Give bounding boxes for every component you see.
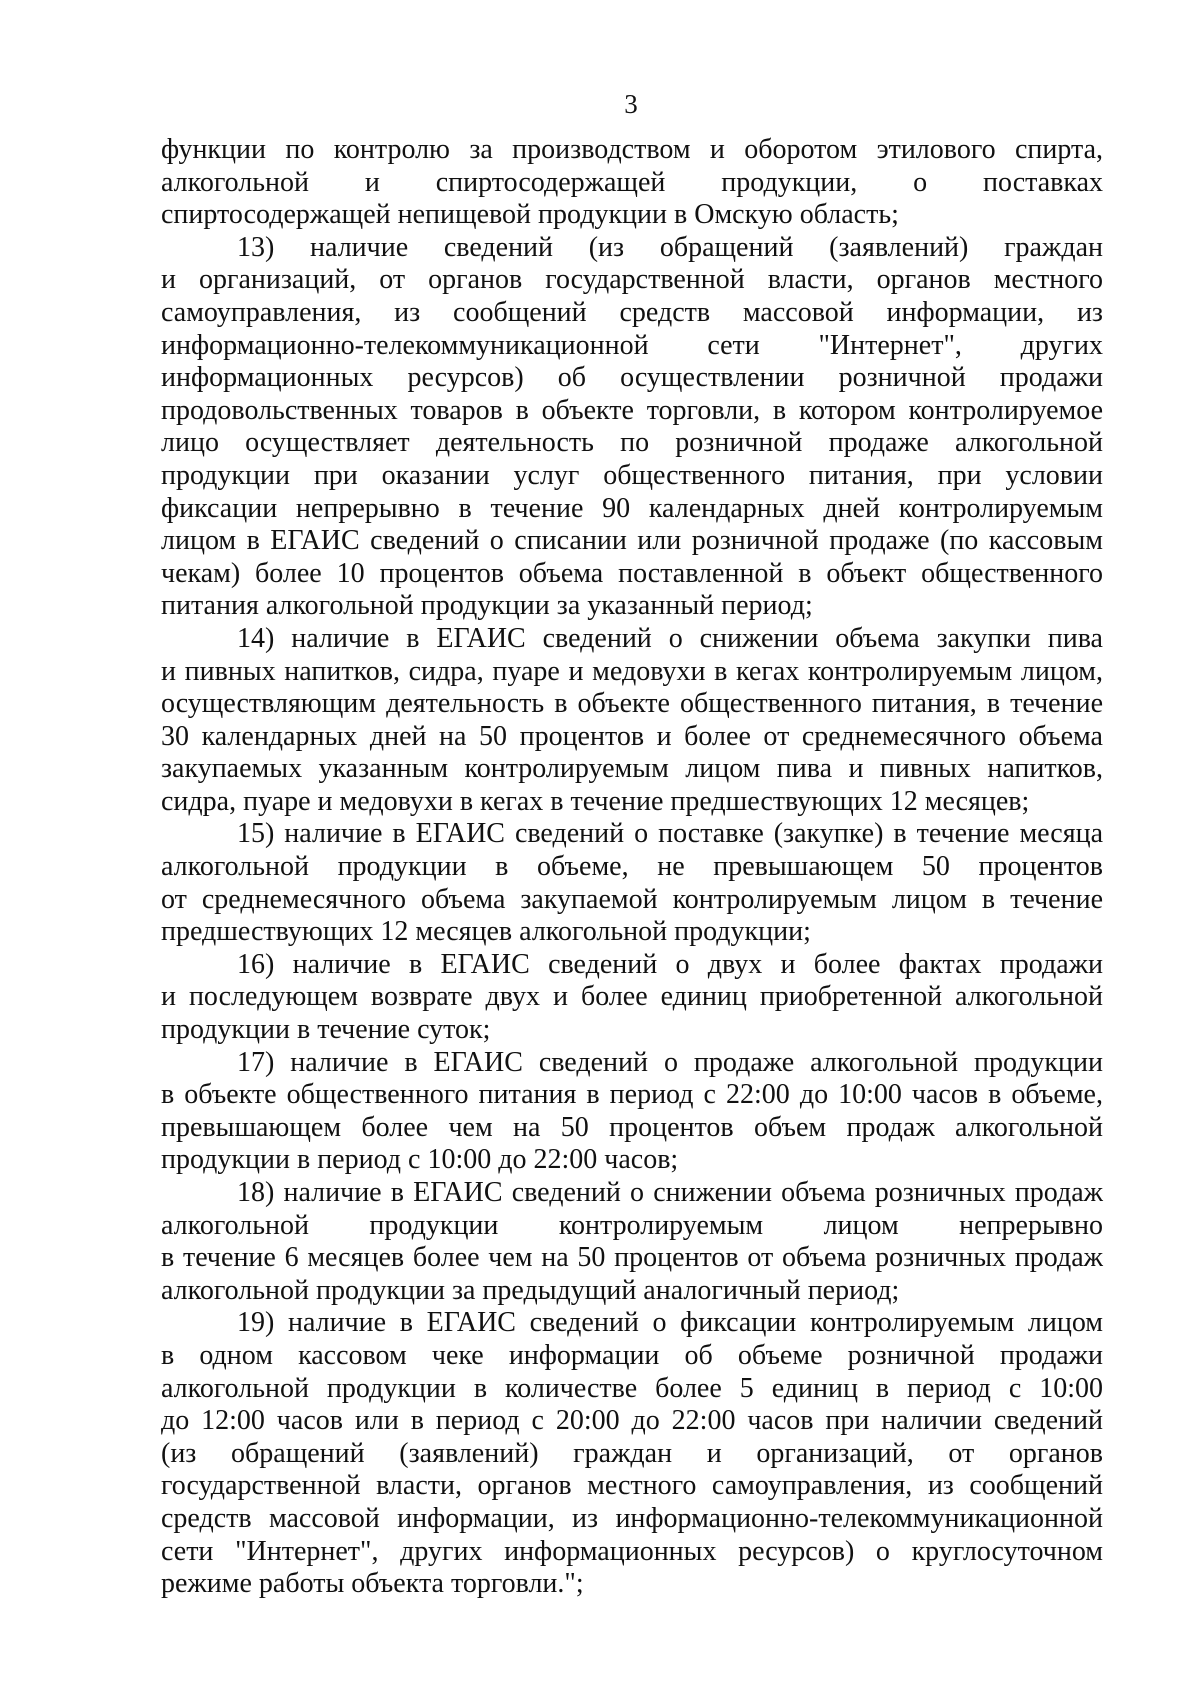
text-line: осуществляющим деятельность в объекте общественного питания, в течение — [161, 688, 1103, 720]
text-line: самоуправления, из сообщений средств массовой информации, из — [161, 296, 1103, 328]
paragraph-item-13 — [161, 232, 1103, 623]
text-line: в одном кассовом чеке информации об объеме розничной продажи — [161, 1339, 1103, 1371]
paragraph-item-18 — [161, 1177, 1103, 1307]
text-line: в течение 6 месяцев более чем на 50 процентов от объема розничных продаж — [161, 1242, 1103, 1274]
text-line: 13) наличие сведений (из обращений (заявлений) граждан — [237, 231, 1103, 263]
text-line: предшествующих 12 месяцев алкогольной продукции; — [161, 916, 811, 948]
page-number: 3 — [624, 89, 638, 119]
text-line: алкогольной продукции в количестве более 5 единиц в период с 10:00 — [161, 1372, 1103, 1404]
text-line: закупаемых указанным контролируемым лицом пива и пивных напитков, — [161, 753, 1103, 785]
text-line: информационно-телекоммуникационной сети "Интернет", других — [161, 329, 1103, 361]
text-line: алкогольной продукции за предыдущий аналогичный период; — [161, 1274, 900, 1306]
text-line: режиме работы объекта торговли."; — [161, 1568, 584, 1600]
text-line: продукции в период с 10:00 до 22:00 часов; — [161, 1144, 679, 1176]
paragraph-item-16 — [161, 949, 1103, 1047]
text-line: спиртосодержащей непищевой продукции в Омскую область; — [161, 199, 899, 231]
text-line: функции по контролю за производством и оборотом этилового спирта, — [161, 134, 1103, 165]
text-line: в объекте общественного питания в период с 22:00 до 10:00 часов в объеме, — [161, 1079, 1103, 1111]
text-line: и организаций, от органов государственной власти, органов местного — [161, 264, 1103, 296]
text-line: питания алкогольной продукции за указанный период; — [161, 590, 813, 622]
paragraph-item-15 — [161, 818, 1103, 948]
text-line: лицо осуществляет деятельность по розничной продаже алкогольной — [161, 427, 1103, 459]
text-line: продукции в течение суток; — [161, 1014, 491, 1046]
text-line: алкогольной продукции контролируемым лицом непрерывно — [161, 1209, 1103, 1241]
text-line: 17) наличие в ЕГАИС сведений о продаже алкогольной продукции — [237, 1046, 1103, 1078]
text-line: фиксации непрерывно в течение 90 календарных дней контролируемым — [161, 492, 1103, 524]
text-line: сети "Интернет", других информационных ресурсов) о круглосуточном — [161, 1535, 1103, 1567]
text-line: и пивных напитков, сидра, пуаре и медовухи в кегах контролируемым лицом, — [161, 655, 1103, 687]
text-line: сидра, пуаре и медовухи в кегах в течение предшествующих 12 месяцев; — [161, 785, 1030, 817]
text-line: продукции при оказании услуг общественного питания, при условии — [161, 459, 1103, 491]
text-line: алкогольной продукции в объеме, не превышающем 50 процентов — [161, 851, 1103, 883]
text-line: 18) наличие в ЕГАИС сведений о снижении объема розничных продаж — [237, 1177, 1103, 1208]
text-line: средств массовой информации, из информационно-телекоммуникационной — [161, 1502, 1103, 1534]
paragraph-item-17 — [161, 1047, 1103, 1177]
paragraph-continuation — [161, 134, 1103, 232]
text-line: до 12:00 часов или в период с 20:00 до 22:00 часов при наличии сведений — [161, 1405, 1103, 1437]
text-line: 30 календарных дней на 50 процентов и более от среднемесячного объема — [161, 720, 1103, 752]
paragraph-item-14 — [161, 623, 1103, 819]
text-line: превышающем более чем на 50 процентов объем продаж алкогольной — [161, 1111, 1103, 1143]
text-line: информационных ресурсов) об осуществлении розничной продажи — [161, 362, 1103, 394]
text-line: от среднемесячного объема закупаемой контролируемым лицом в течение — [161, 883, 1103, 915]
text-line: продовольственных товаров в объекте торговли, в котором контролируемое — [161, 394, 1103, 426]
paragraph-item-19 — [161, 1307, 1103, 1600]
text-line: 16) наличие в ЕГАИС сведений о двух и более фактах продажи — [237, 948, 1103, 980]
text-line: и последующем возврате двух и более единиц приобретенной алкогольной — [161, 981, 1103, 1013]
text-line: 19) наличие в ЕГАИС сведений о фиксации контролируемым лицом — [237, 1307, 1103, 1339]
text-line: государственной власти, органов местного самоуправления, из сообщений — [161, 1470, 1103, 1502]
text-line: 15) наличие в ЕГАИС сведений о поставке (закупке) в течение месяца — [237, 818, 1103, 850]
text-line: чекам) более 10 процентов объема поставленной в объект общественного — [161, 557, 1103, 589]
text-line: лицом в ЕГАИС сведений о списании или розничной продаже (по кассовым — [161, 525, 1103, 557]
text-line: алкогольной и спиртосодержащей продукции, о поставках — [161, 166, 1103, 198]
text-line: 14) наличие в ЕГАИС сведений о снижении объема закупки пива — [237, 622, 1103, 654]
text-line: (из обращений (заявлений) граждан и организаций, от органов — [161, 1437, 1103, 1469]
document-body — [161, 134, 1103, 1601]
